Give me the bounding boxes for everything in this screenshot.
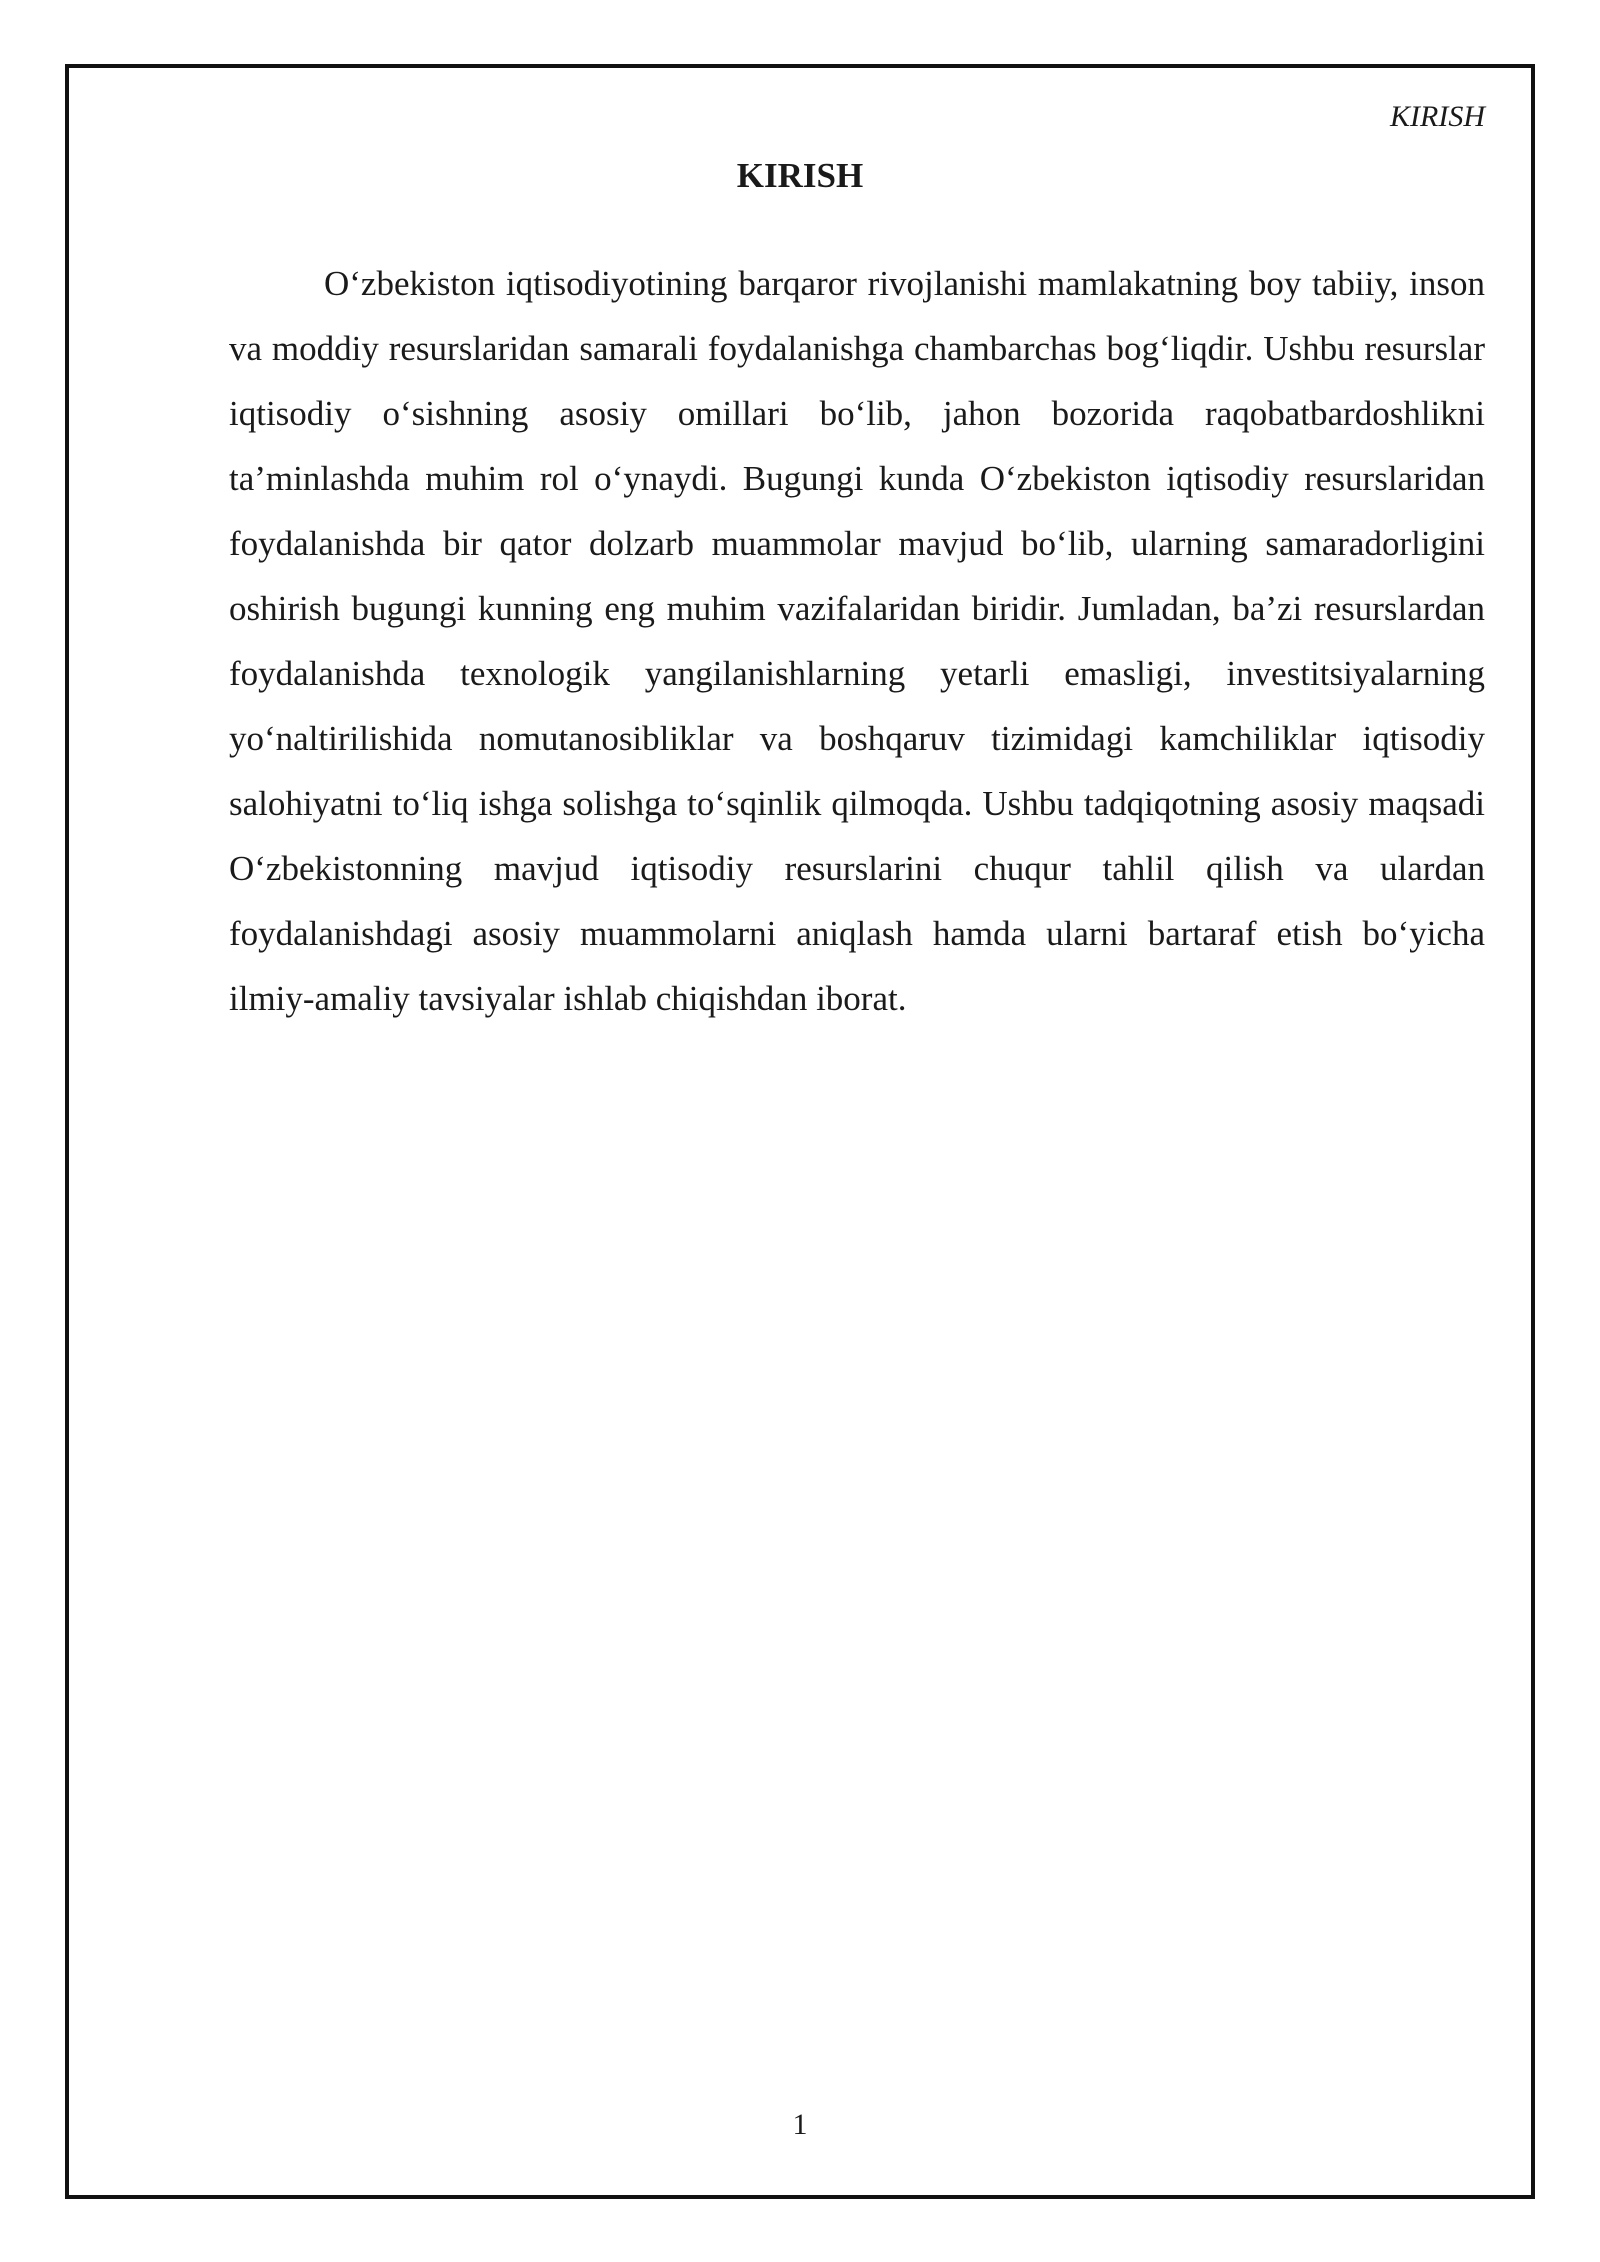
page-title: KIRISH [736,156,864,195]
page-border [65,64,1535,2199]
running-header: KIRISH [1390,100,1485,133]
body-paragraph: O‘zbekiston iqtisodiyotining barqaror rivojlanishi mamlakatning boy tabiiy, inson va moddiy resurslaridan samarali foydalanishga chambarchas bog‘liqdir. Ushbu resurslar iqtisodiy o‘sishning asosiy omillari bo‘lib, jahon bozorida raqobatbardoshlikni ta’minlashda muhim rol o‘ynaydi. Bugungi kunda O‘zbekiston iqtisodiy resurslaridan foydalanishda bir qator dolzarb muammolar mavjud bo‘lib, ularning samaradorligini oshirish bugungi kunning eng muhim vazifalaridan biridir. Jumladan, ba’zi resurslardan foydalanishda texnologik yangilanishlarning yetarli emasligi, investitsiyalarning yo‘naltirilishida nomutanosibliklar va boshqaruv tizimidagi kamchiliklar iqtisodiy salohiyatni to‘liq ishga solishga to‘sqinlik qilmoqda. Ushbu tadqiqotning asosiy maqsadi O‘zbekistonning mavjud iqtisodiy resurslarini chuqur tahlil qilish va ulardan foydalanishdagi asosiy muammolarni aniqlash hamda ularni bartaraf etish bo‘yicha ilmiy-amaliy tavsiyalar ishlab chiqishdan iborat. [229,264,1485,1018]
page-number: 1 [792,2108,808,2141]
